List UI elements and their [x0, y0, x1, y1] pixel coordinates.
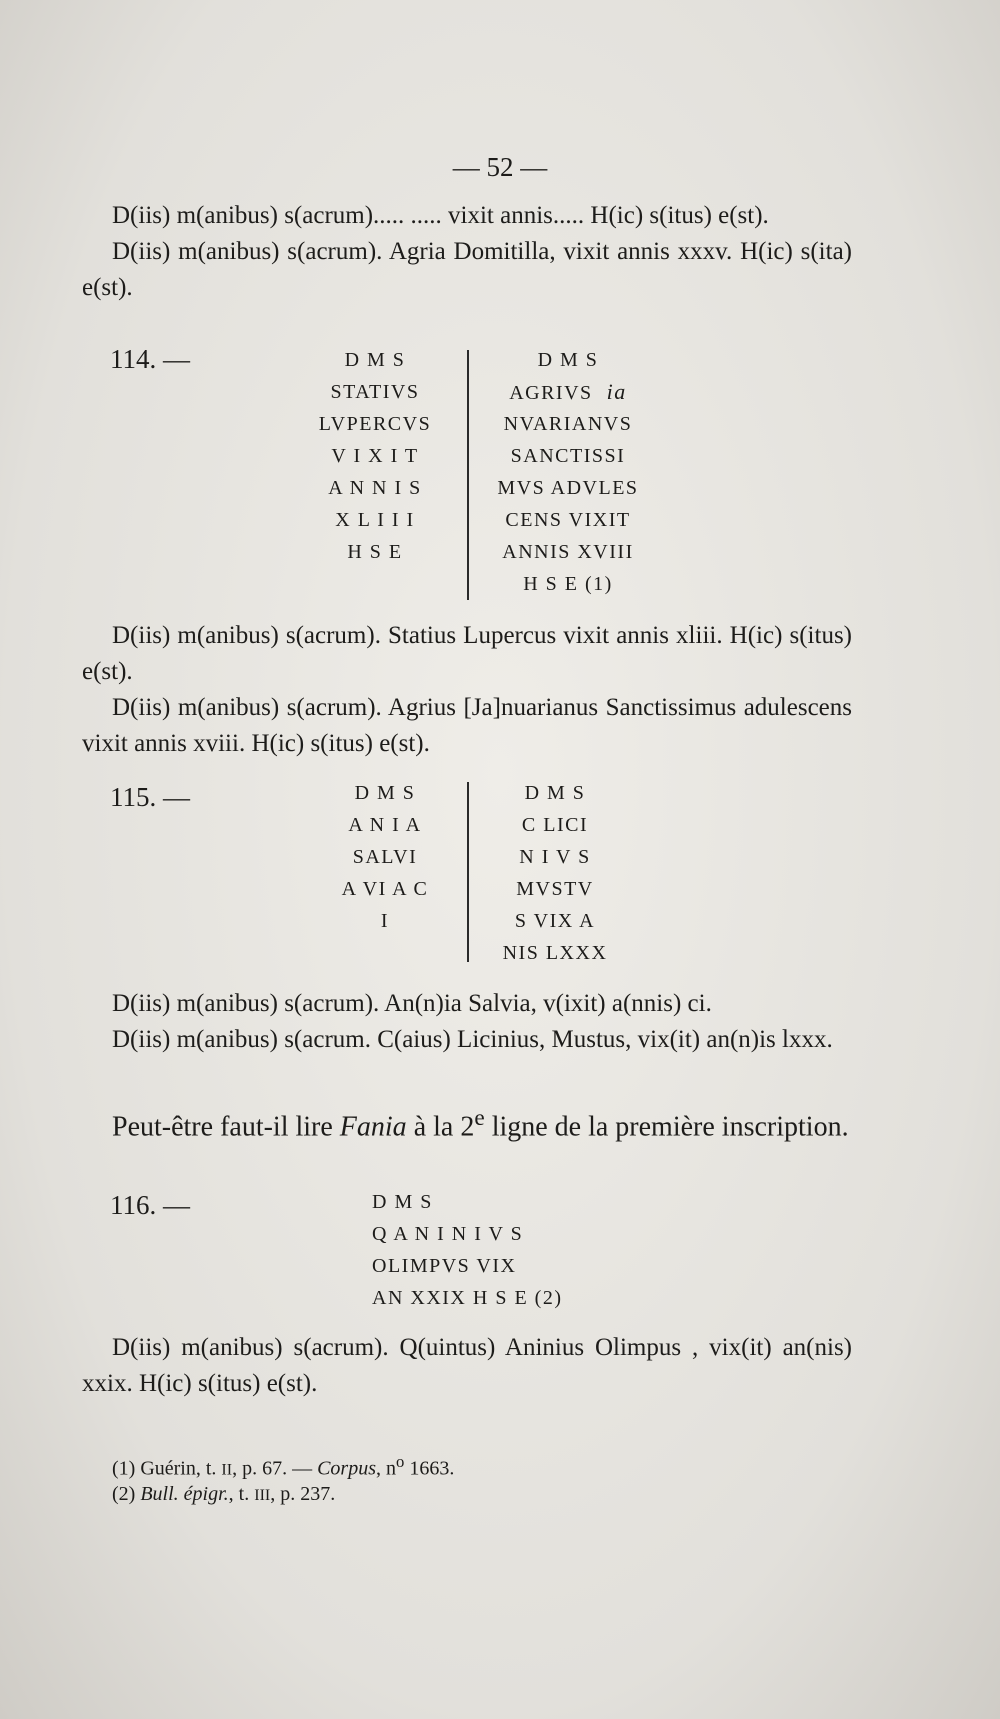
inscription-line: A N N I S — [328, 477, 422, 499]
inscription-line: H S E (1) — [523, 573, 613, 595]
inscription-line: D M S — [344, 349, 406, 371]
intro-line-1: D(iis) m(anibus) s(acrum)..... ..... vixit annis..... H(ic) s(itus) e(st). — [112, 202, 769, 229]
inscription-115-transcription — [82, 986, 852, 1058]
inscription-line: MVS ADVLES — [497, 477, 639, 499]
inscription-line: D M S — [372, 1191, 433, 1213]
inscription-line: A VI A C — [341, 878, 429, 900]
inscription-116-transcription: D(iis) m(anibus) s(acrum). Q(uintus) Aninius Olimpus , vix(it) an(nis) xxix. H(ic) s(itus) e(st). — [82, 1334, 852, 1397]
inscription-line: D M S — [524, 782, 586, 804]
footnote-1: (1) Guérin, t. II, p. 67. — Corpus, $n^o$ 1663. — [112, 1452, 455, 1480]
inscription-115-trans-2: D(iis) m(anibus) s(acrum. C(aius) Licinius, Mustus, vix(it) an(n)is lxxx. — [112, 1026, 833, 1053]
inscription-line: C LICI — [521, 814, 589, 836]
inscription-114-right-text — [468, 344, 668, 600]
inscription-114-trans-1: D(iis) m(anibus) s(acrum). Statius Lupercus vixit annis xliii. H(ic) s(itus) e(st). — [82, 622, 852, 685]
inscription-115-right-text — [475, 777, 635, 969]
inscription-115-left-text — [305, 777, 465, 937]
inscription-line: STATIVS — [330, 381, 420, 403]
inscription-line: SALVI — [352, 846, 418, 868]
inscription-line: V I X I T — [331, 445, 419, 467]
inscription-line: N I V S — [519, 846, 591, 868]
note-paragraph: Peut-être faut-il lire Fania à la 2e ligne de la première inscription. — [112, 1105, 849, 1143]
inscription-line: Q A N I N I V S — [372, 1223, 524, 1245]
inscription-115-divider — [467, 782, 469, 962]
inscription-116-text — [372, 1186, 582, 1314]
footnote-2: (2) Bull. épigr., t. III, p. 237. — [112, 1483, 336, 1505]
inscription-line: LVPERCVS — [318, 413, 432, 435]
inscription-line: NVARIANVS — [503, 413, 633, 435]
restored-letters: ia — [606, 379, 627, 404]
inscription-line: D M S — [354, 782, 416, 804]
inscription-line: H S E — [347, 541, 403, 563]
inscription-line: CENS VIXIT — [505, 509, 631, 531]
inscription-114-number: 114. — — [110, 344, 190, 374]
inscription-114-transcription — [82, 618, 852, 762]
inscription-114-trans-2: D(iis) m(anibus) s(acrum). Agrius [Ja]nuarianus Sanctissimus adulescens vixit annis xviii. H(ic) s(itus) e(st). — [82, 694, 852, 757]
page-number: — 52 — — [452, 152, 548, 182]
inscription-115-trans-1: D(iis) m(anibus) s(acrum). An(n)ia Salvia, v(ixit) a(nnis) ci. — [112, 990, 712, 1017]
inscription-line: OLIMPVS VIX — [372, 1255, 517, 1277]
inscription-116-number: 116. — — [110, 1190, 190, 1220]
inscription-line: I — [380, 910, 390, 932]
inscription-line: D M S — [537, 349, 599, 371]
inscription-line: ANNIS XVIII — [502, 541, 634, 563]
intro-paragraph — [82, 198, 852, 306]
inscription-line: S VIX A — [514, 910, 596, 932]
inscription-line: SANCTISSI — [510, 445, 626, 467]
inscription-line: AN XXIX H S E (2) — [372, 1287, 563, 1309]
inscription-115-number: 115. — — [110, 782, 190, 812]
note-italic-word: Fania — [339, 1111, 407, 1143]
intro-line-2: D(iis) m(anibus) s(acrum). Agria Domitilla, vixit annis xxxv. H(ic) s(ita) e(st). — [82, 238, 852, 301]
inscription-114-left-text — [285, 344, 465, 568]
inscription-line: NIS LXXX — [502, 942, 608, 964]
inscription-line: A N I A — [348, 814, 422, 836]
inscription-line: MVSTV — [516, 878, 594, 900]
inscription-line: AGRIVS ia — [509, 379, 627, 404]
inscription-line: X L I I I — [335, 509, 415, 531]
